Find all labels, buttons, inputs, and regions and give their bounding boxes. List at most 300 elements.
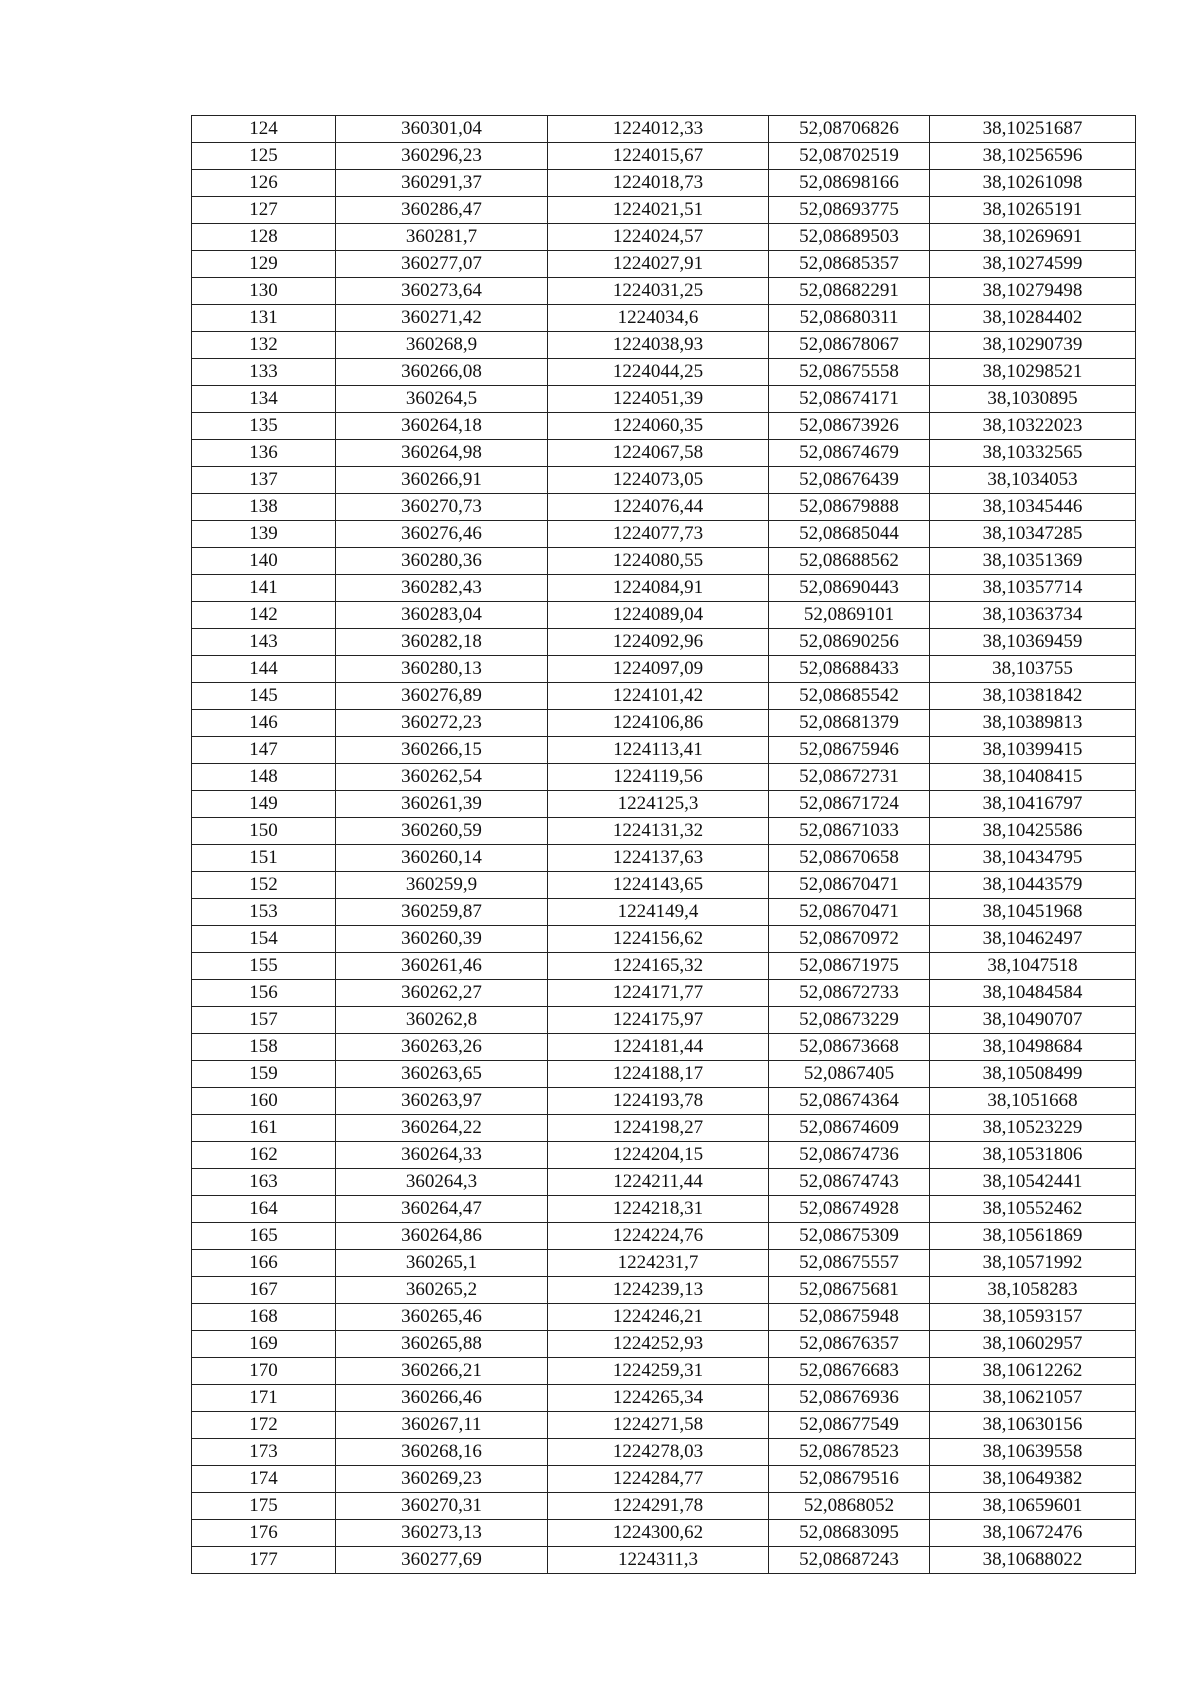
y-coordinate-cell: 1224246,21	[548, 1304, 769, 1331]
longitude-cell: 38,10531806	[930, 1142, 1136, 1169]
latitude-cell: 52,08681379	[769, 710, 930, 737]
table-row	[192, 1385, 1136, 1412]
longitude-cell: 38,10649382	[930, 1466, 1136, 1493]
y-coordinate-cell: 1224125,3	[548, 791, 769, 818]
latitude-cell: 52,0869101	[769, 602, 930, 629]
point-number-cell: 166	[192, 1250, 336, 1277]
longitude-cell: 38,10602957	[930, 1331, 1136, 1358]
latitude-cell: 52,08674743	[769, 1169, 930, 1196]
point-number-cell: 149	[192, 791, 336, 818]
x-coordinate-cell: 360266,08	[336, 359, 548, 386]
latitude-cell: 52,08675557	[769, 1250, 930, 1277]
latitude-cell: 52,08688433	[769, 656, 930, 683]
point-number-cell: 170	[192, 1358, 336, 1385]
latitude-cell: 52,08671724	[769, 791, 930, 818]
x-coordinate-cell: 360265,88	[336, 1331, 548, 1358]
latitude-cell: 52,08673668	[769, 1034, 930, 1061]
table-row	[192, 791, 1136, 818]
longitude-cell: 38,1051668	[930, 1088, 1136, 1115]
point-number-cell: 133	[192, 359, 336, 386]
latitude-cell: 52,08678067	[769, 332, 930, 359]
y-coordinate-cell: 1224051,39	[548, 386, 769, 413]
longitude-cell: 38,10621057	[930, 1385, 1136, 1412]
table-row	[192, 980, 1136, 1007]
x-coordinate-cell: 360260,39	[336, 926, 548, 953]
table-row	[192, 413, 1136, 440]
x-coordinate-cell: 360268,9	[336, 332, 548, 359]
longitude-cell: 38,10357714	[930, 575, 1136, 602]
latitude-cell: 52,08673229	[769, 1007, 930, 1034]
y-coordinate-cell: 1224224,76	[548, 1223, 769, 1250]
x-coordinate-cell: 360282,18	[336, 629, 548, 656]
point-number-cell: 135	[192, 413, 336, 440]
y-coordinate-cell: 1224067,58	[548, 440, 769, 467]
x-coordinate-cell: 360267,11	[336, 1412, 548, 1439]
table-row	[192, 710, 1136, 737]
latitude-cell: 52,08702519	[769, 143, 930, 170]
latitude-cell: 52,08687243	[769, 1547, 930, 1574]
y-coordinate-cell: 1224193,78	[548, 1088, 769, 1115]
point-number-cell: 152	[192, 872, 336, 899]
longitude-cell: 38,1034053	[930, 467, 1136, 494]
x-coordinate-cell: 360296,23	[336, 143, 548, 170]
table-row	[192, 1466, 1136, 1493]
x-coordinate-cell: 360263,26	[336, 1034, 548, 1061]
longitude-cell: 38,10425586	[930, 818, 1136, 845]
y-coordinate-cell: 1224021,51	[548, 197, 769, 224]
x-coordinate-cell: 360259,9	[336, 872, 548, 899]
point-number-cell: 140	[192, 548, 336, 575]
table-row	[192, 548, 1136, 575]
x-coordinate-cell: 360280,13	[336, 656, 548, 683]
table-row	[192, 872, 1136, 899]
x-coordinate-cell: 360262,8	[336, 1007, 548, 1034]
table-row	[192, 1223, 1136, 1250]
y-coordinate-cell: 1224113,41	[548, 737, 769, 764]
y-coordinate-cell: 1224284,77	[548, 1466, 769, 1493]
x-coordinate-cell: 360264,22	[336, 1115, 548, 1142]
x-coordinate-cell: 360265,2	[336, 1277, 548, 1304]
point-number-cell: 156	[192, 980, 336, 1007]
point-number-cell: 173	[192, 1439, 336, 1466]
longitude-cell: 38,10256596	[930, 143, 1136, 170]
point-number-cell: 126	[192, 170, 336, 197]
table-row	[192, 440, 1136, 467]
longitude-cell: 38,10261098	[930, 170, 1136, 197]
table-row	[192, 197, 1136, 224]
y-coordinate-cell: 1224165,32	[548, 953, 769, 980]
latitude-cell: 52,08685044	[769, 521, 930, 548]
longitude-cell: 38,10351369	[930, 548, 1136, 575]
x-coordinate-cell: 360260,59	[336, 818, 548, 845]
point-number-cell: 130	[192, 278, 336, 305]
x-coordinate-cell: 360262,54	[336, 764, 548, 791]
latitude-cell: 52,0867405	[769, 1061, 930, 1088]
longitude-cell: 38,10399415	[930, 737, 1136, 764]
x-coordinate-cell: 360264,33	[336, 1142, 548, 1169]
x-coordinate-cell: 360263,65	[336, 1061, 548, 1088]
point-number-cell: 172	[192, 1412, 336, 1439]
point-number-cell: 175	[192, 1493, 336, 1520]
y-coordinate-cell: 1224204,15	[548, 1142, 769, 1169]
longitude-cell: 38,10561869	[930, 1223, 1136, 1250]
point-number-cell: 174	[192, 1466, 336, 1493]
longitude-cell: 38,10508499	[930, 1061, 1136, 1088]
latitude-cell: 52,08674171	[769, 386, 930, 413]
point-number-cell: 160	[192, 1088, 336, 1115]
point-number-cell: 128	[192, 224, 336, 251]
table-row	[192, 521, 1136, 548]
y-coordinate-cell: 1224101,42	[548, 683, 769, 710]
table-row	[192, 1358, 1136, 1385]
latitude-cell: 52,08679888	[769, 494, 930, 521]
point-number-cell: 168	[192, 1304, 336, 1331]
table-row	[192, 683, 1136, 710]
latitude-cell: 52,08671033	[769, 818, 930, 845]
x-coordinate-cell: 360266,91	[336, 467, 548, 494]
point-number-cell: 177	[192, 1547, 336, 1574]
coordinates-table-body	[192, 116, 1136, 1574]
longitude-cell: 38,10416797	[930, 791, 1136, 818]
y-coordinate-cell: 1224171,77	[548, 980, 769, 1007]
point-number-cell: 136	[192, 440, 336, 467]
y-coordinate-cell: 1224181,44	[548, 1034, 769, 1061]
x-coordinate-cell: 360261,39	[336, 791, 548, 818]
table-row	[192, 818, 1136, 845]
x-coordinate-cell: 360269,23	[336, 1466, 548, 1493]
longitude-cell: 38,10284402	[930, 305, 1136, 332]
table-row	[192, 1277, 1136, 1304]
point-number-cell: 127	[192, 197, 336, 224]
y-coordinate-cell: 1224097,09	[548, 656, 769, 683]
latitude-cell: 52,08675558	[769, 359, 930, 386]
latitude-cell: 52,08682291	[769, 278, 930, 305]
y-coordinate-cell: 1224044,25	[548, 359, 769, 386]
table-row	[192, 170, 1136, 197]
x-coordinate-cell: 360283,04	[336, 602, 548, 629]
y-coordinate-cell: 1224092,96	[548, 629, 769, 656]
x-coordinate-cell: 360264,3	[336, 1169, 548, 1196]
latitude-cell: 52,08685357	[769, 251, 930, 278]
longitude-cell: 38,10381842	[930, 683, 1136, 710]
point-number-cell: 158	[192, 1034, 336, 1061]
latitude-cell: 52,08693775	[769, 197, 930, 224]
x-coordinate-cell: 360264,86	[336, 1223, 548, 1250]
table-row	[192, 494, 1136, 521]
longitude-cell: 38,10639558	[930, 1439, 1136, 1466]
table-row	[192, 899, 1136, 926]
point-number-cell: 161	[192, 1115, 336, 1142]
y-coordinate-cell: 1224038,93	[548, 332, 769, 359]
latitude-cell: 52,08675946	[769, 737, 930, 764]
longitude-cell: 38,10322023	[930, 413, 1136, 440]
longitude-cell: 38,10552462	[930, 1196, 1136, 1223]
latitude-cell: 52,08672733	[769, 980, 930, 1007]
longitude-cell: 38,10484584	[930, 980, 1136, 1007]
x-coordinate-cell: 360264,98	[336, 440, 548, 467]
longitude-cell: 38,1030895	[930, 386, 1136, 413]
point-number-cell: 176	[192, 1520, 336, 1547]
point-number-cell: 145	[192, 683, 336, 710]
longitude-cell: 38,10408415	[930, 764, 1136, 791]
y-coordinate-cell: 1224034,6	[548, 305, 769, 332]
table-row	[192, 116, 1136, 143]
longitude-cell: 38,10498684	[930, 1034, 1136, 1061]
point-number-cell: 144	[192, 656, 336, 683]
point-number-cell: 171	[192, 1385, 336, 1412]
point-number-cell: 151	[192, 845, 336, 872]
table-row	[192, 332, 1136, 359]
point-number-cell: 129	[192, 251, 336, 278]
latitude-cell: 52,08670471	[769, 872, 930, 899]
longitude-cell: 38,1058283	[930, 1277, 1136, 1304]
x-coordinate-cell: 360266,46	[336, 1385, 548, 1412]
table-row	[192, 278, 1136, 305]
y-coordinate-cell: 1224089,04	[548, 602, 769, 629]
latitude-cell: 52,08680311	[769, 305, 930, 332]
x-coordinate-cell: 360259,87	[336, 899, 548, 926]
x-coordinate-cell: 360286,47	[336, 197, 548, 224]
longitude-cell: 38,10659601	[930, 1493, 1136, 1520]
point-number-cell: 139	[192, 521, 336, 548]
longitude-cell: 38,10523229	[930, 1115, 1136, 1142]
longitude-cell: 38,1047518	[930, 953, 1136, 980]
point-number-cell: 148	[192, 764, 336, 791]
point-number-cell: 157	[192, 1007, 336, 1034]
longitude-cell: 38,10290739	[930, 332, 1136, 359]
x-coordinate-cell: 360282,43	[336, 575, 548, 602]
latitude-cell: 52,08683095	[769, 1520, 930, 1547]
y-coordinate-cell: 1224218,31	[548, 1196, 769, 1223]
longitude-cell: 38,10688022	[930, 1547, 1136, 1574]
point-number-cell: 131	[192, 305, 336, 332]
longitude-cell: 38,10571992	[930, 1250, 1136, 1277]
table-row	[192, 467, 1136, 494]
x-coordinate-cell: 360270,31	[336, 1493, 548, 1520]
latitude-cell: 52,08688562	[769, 548, 930, 575]
x-coordinate-cell: 360277,07	[336, 251, 548, 278]
table-row	[192, 737, 1136, 764]
point-number-cell: 141	[192, 575, 336, 602]
y-coordinate-cell: 1224018,73	[548, 170, 769, 197]
latitude-cell: 52,08679516	[769, 1466, 930, 1493]
latitude-cell: 52,08670658	[769, 845, 930, 872]
longitude-cell: 38,10265191	[930, 197, 1136, 224]
x-coordinate-cell: 360264,5	[336, 386, 548, 413]
table-row	[192, 575, 1136, 602]
table-row	[192, 1196, 1136, 1223]
longitude-cell: 38,10490707	[930, 1007, 1136, 1034]
longitude-cell: 38,10279498	[930, 278, 1136, 305]
longitude-cell: 38,10434795	[930, 845, 1136, 872]
x-coordinate-cell: 360301,04	[336, 116, 548, 143]
y-coordinate-cell: 1224084,91	[548, 575, 769, 602]
longitude-cell: 38,10451968	[930, 899, 1136, 926]
y-coordinate-cell: 1224137,63	[548, 845, 769, 872]
longitude-cell: 38,10347285	[930, 521, 1136, 548]
latitude-cell: 52,08689503	[769, 224, 930, 251]
y-coordinate-cell: 1224031,25	[548, 278, 769, 305]
latitude-cell: 52,08672731	[769, 764, 930, 791]
table-row	[192, 1007, 1136, 1034]
table-row	[192, 1331, 1136, 1358]
longitude-cell: 38,10298521	[930, 359, 1136, 386]
table-row	[192, 953, 1136, 980]
point-number-cell: 146	[192, 710, 336, 737]
y-coordinate-cell: 1224119,56	[548, 764, 769, 791]
y-coordinate-cell: 1224077,73	[548, 521, 769, 548]
y-coordinate-cell: 1224143,65	[548, 872, 769, 899]
x-coordinate-cell: 360266,21	[336, 1358, 548, 1385]
longitude-cell: 38,10630156	[930, 1412, 1136, 1439]
coordinates-table	[191, 115, 1136, 1574]
y-coordinate-cell: 1224131,32	[548, 818, 769, 845]
table-row	[192, 305, 1136, 332]
y-coordinate-cell: 1224076,44	[548, 494, 769, 521]
y-coordinate-cell: 1224259,31	[548, 1358, 769, 1385]
table-row	[192, 764, 1136, 791]
point-number-cell: 153	[192, 899, 336, 926]
table-row	[192, 1547, 1136, 1574]
x-coordinate-cell: 360261,46	[336, 953, 548, 980]
longitude-cell: 38,10542441	[930, 1169, 1136, 1196]
point-number-cell: 162	[192, 1142, 336, 1169]
table-row	[192, 143, 1136, 170]
y-coordinate-cell: 1224291,78	[548, 1493, 769, 1520]
point-number-cell: 147	[192, 737, 336, 764]
longitude-cell: 38,10274599	[930, 251, 1136, 278]
longitude-cell: 38,103755	[930, 656, 1136, 683]
longitude-cell: 38,10443579	[930, 872, 1136, 899]
x-coordinate-cell: 360277,69	[336, 1547, 548, 1574]
y-coordinate-cell: 1224012,33	[548, 116, 769, 143]
point-number-cell: 142	[192, 602, 336, 629]
longitude-cell: 38,10369459	[930, 629, 1136, 656]
x-coordinate-cell: 360273,13	[336, 1520, 548, 1547]
table-row	[192, 1142, 1136, 1169]
latitude-cell: 52,08676936	[769, 1385, 930, 1412]
latitude-cell: 52,08690443	[769, 575, 930, 602]
y-coordinate-cell: 1224231,7	[548, 1250, 769, 1277]
latitude-cell: 52,08674679	[769, 440, 930, 467]
table-row	[192, 1439, 1136, 1466]
y-coordinate-cell: 1224278,03	[548, 1439, 769, 1466]
point-number-cell: 169	[192, 1331, 336, 1358]
latitude-cell: 52,08674736	[769, 1142, 930, 1169]
point-number-cell: 150	[192, 818, 336, 845]
point-number-cell: 138	[192, 494, 336, 521]
table-row	[192, 359, 1136, 386]
y-coordinate-cell: 1224080,55	[548, 548, 769, 575]
table-row	[192, 629, 1136, 656]
table-row	[192, 251, 1136, 278]
table-row	[192, 386, 1136, 413]
table-row	[192, 224, 1136, 251]
longitude-cell: 38,10332565	[930, 440, 1136, 467]
x-coordinate-cell: 360276,46	[336, 521, 548, 548]
y-coordinate-cell: 1224015,67	[548, 143, 769, 170]
y-coordinate-cell: 1224198,27	[548, 1115, 769, 1142]
table-row	[192, 1115, 1136, 1142]
x-coordinate-cell: 360270,73	[336, 494, 548, 521]
longitude-cell: 38,10612262	[930, 1358, 1136, 1385]
x-coordinate-cell: 360280,36	[336, 548, 548, 575]
table-row	[192, 1412, 1136, 1439]
point-number-cell: 134	[192, 386, 336, 413]
point-number-cell: 155	[192, 953, 336, 980]
point-number-cell: 164	[192, 1196, 336, 1223]
table-row	[192, 1169, 1136, 1196]
table-row	[192, 1061, 1136, 1088]
latitude-cell: 52,08685542	[769, 683, 930, 710]
x-coordinate-cell: 360260,14	[336, 845, 548, 872]
point-number-cell: 167	[192, 1277, 336, 1304]
latitude-cell: 52,08678523	[769, 1439, 930, 1466]
table-row	[192, 845, 1136, 872]
y-coordinate-cell: 1224073,05	[548, 467, 769, 494]
longitude-cell: 38,10363734	[930, 602, 1136, 629]
table-row	[192, 1250, 1136, 1277]
point-number-cell: 159	[192, 1061, 336, 1088]
x-coordinate-cell: 360264,18	[336, 413, 548, 440]
point-number-cell: 137	[192, 467, 336, 494]
longitude-cell: 38,10672476	[930, 1520, 1136, 1547]
x-coordinate-cell: 360264,47	[336, 1196, 548, 1223]
y-coordinate-cell: 1224106,86	[548, 710, 769, 737]
latitude-cell: 52,08674364	[769, 1088, 930, 1115]
x-coordinate-cell: 360271,42	[336, 305, 548, 332]
y-coordinate-cell: 1224211,44	[548, 1169, 769, 1196]
y-coordinate-cell: 1224239,13	[548, 1277, 769, 1304]
longitude-cell: 38,10251687	[930, 116, 1136, 143]
table-row	[192, 656, 1136, 683]
latitude-cell: 52,08670972	[769, 926, 930, 953]
point-number-cell: 125	[192, 143, 336, 170]
y-coordinate-cell: 1224252,93	[548, 1331, 769, 1358]
x-coordinate-cell: 360272,23	[336, 710, 548, 737]
point-number-cell: 154	[192, 926, 336, 953]
x-coordinate-cell: 360268,16	[336, 1439, 548, 1466]
longitude-cell: 38,10389813	[930, 710, 1136, 737]
latitude-cell: 52,08674609	[769, 1115, 930, 1142]
table-row	[192, 1520, 1136, 1547]
longitude-cell: 38,10269691	[930, 224, 1136, 251]
x-coordinate-cell: 360266,15	[336, 737, 548, 764]
latitude-cell: 52,08690256	[769, 629, 930, 656]
latitude-cell: 52,0868052	[769, 1493, 930, 1520]
x-coordinate-cell: 360281,7	[336, 224, 548, 251]
y-coordinate-cell: 1224265,34	[548, 1385, 769, 1412]
longitude-cell: 38,10593157	[930, 1304, 1136, 1331]
latitude-cell: 52,08676439	[769, 467, 930, 494]
x-coordinate-cell: 360262,27	[336, 980, 548, 1007]
point-number-cell: 143	[192, 629, 336, 656]
point-number-cell: 163	[192, 1169, 336, 1196]
x-coordinate-cell: 360265,46	[336, 1304, 548, 1331]
table-row	[192, 1034, 1136, 1061]
point-number-cell: 132	[192, 332, 336, 359]
x-coordinate-cell: 360263,97	[336, 1088, 548, 1115]
y-coordinate-cell: 1224060,35	[548, 413, 769, 440]
latitude-cell: 52,08706826	[769, 116, 930, 143]
table-row	[192, 602, 1136, 629]
latitude-cell: 52,08673926	[769, 413, 930, 440]
latitude-cell: 52,08671975	[769, 953, 930, 980]
x-coordinate-cell: 360291,37	[336, 170, 548, 197]
table-row	[192, 1088, 1136, 1115]
y-coordinate-cell: 1224175,97	[548, 1007, 769, 1034]
table-row	[192, 926, 1136, 953]
